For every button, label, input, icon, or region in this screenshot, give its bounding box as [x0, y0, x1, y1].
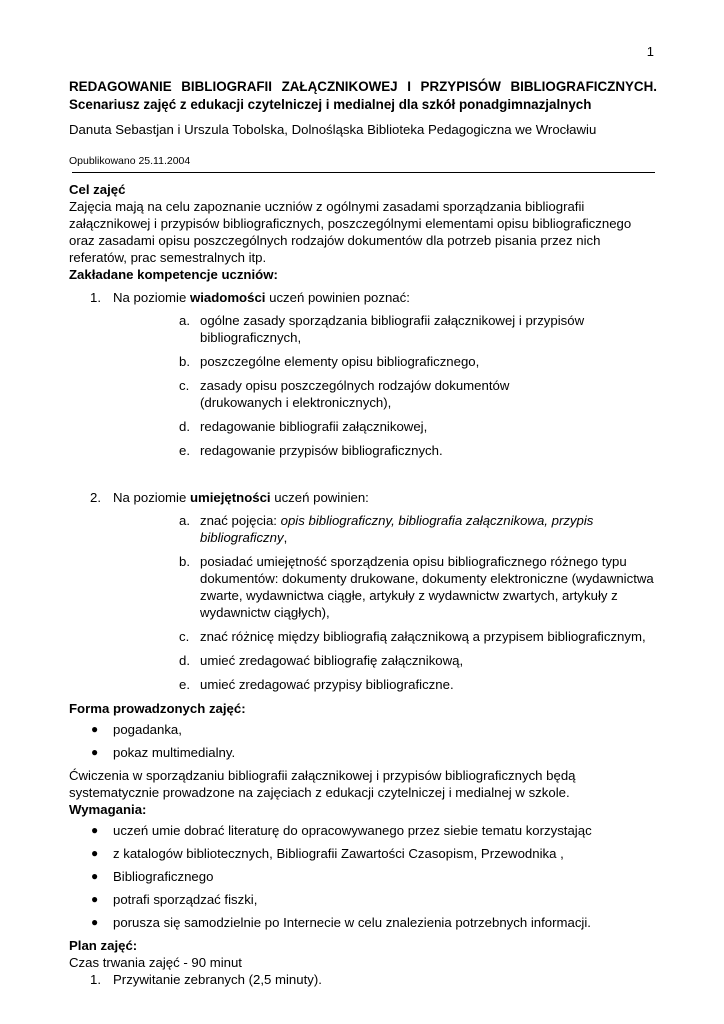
- publication-date: Opublikowano 25.11.2004: [69, 155, 191, 167]
- page-number: 1: [646, 44, 654, 59]
- document-body: [69, 181, 657, 988]
- competence-skills: [69, 489, 657, 693]
- list-letter: d.: [179, 653, 190, 668]
- list-item: [113, 377, 657, 411]
- form-note: Ćwiczenia w sporządzaniu bibliografii załącznikowej i przypisów bibliograficznych będą systematycznie prowadzone na zajęciach z edukacji czytelniczej i medialnej w szkole.: [69, 768, 576, 800]
- list-item: [69, 721, 657, 738]
- list-item: [69, 971, 657, 988]
- goal-text: Zajęcia mają na celu zapoznanie uczniów z ogólnymi zasadami sporządzania bibliografii załącznikowej i przypisów bibliograficznych, poszczególnymi elementami opisu bibliograficznego oraz zasadami opisu poszczególnych rodzajów dokumentów dla potrzeb pisania przez nich referatów, prac semestralnych itp.: [69, 199, 632, 265]
- list-item-text: ,: [283, 530, 288, 545]
- knowledge-bold: wiadomości: [189, 290, 266, 305]
- list-item: [69, 891, 657, 908]
- list-letter: b.: [179, 354, 190, 369]
- list-item: [113, 628, 657, 645]
- list-item-text: poszczególne elementy opisu bibliograficznego,: [200, 354, 480, 369]
- authors: Danuta Sebastjan i Urszula Tobolska, Dolnośląska Biblioteka Pedagogiczna we Wrocławiu: [69, 122, 597, 137]
- list-item: [113, 418, 657, 435]
- list-item: [69, 868, 657, 885]
- skills-prefix: Na poziomie: [113, 490, 190, 505]
- knowledge-suffix: uczeń powinien poznać:: [265, 290, 410, 305]
- competence-knowledge: [69, 289, 657, 459]
- list-item-text: posiadać umiejętność sporządzenia opisu bibliograficznego różnego typu dokumentów: dokumenty drukowane, dokumenty elektroniczne (wydawnictwa zwarte, wydawnictwa ciągłe, artykuły z wydawnictw zwartych, artykuły z wydawnictw ciągłych),: [200, 554, 654, 620]
- bullet-icon: ●: [91, 745, 99, 759]
- list-letter: b.: [179, 554, 190, 569]
- bullet-icon: ●: [91, 823, 99, 837]
- requirements-list: [69, 822, 657, 931]
- form-heading: Forma prowadzonych zajęć:: [69, 701, 246, 716]
- knowledge-sublist: [113, 312, 657, 459]
- list-item-text: potrafi sporządzać fiszki,: [113, 892, 258, 907]
- knowledge-prefix: Na poziomie: [113, 290, 190, 305]
- bullet-icon: ●: [91, 846, 99, 860]
- list-letter: c.: [179, 378, 190, 393]
- list-item: [69, 744, 657, 761]
- list-item-text: Bibliograficznego: [113, 869, 214, 884]
- plan-heading: Plan zajęć:: [69, 938, 138, 953]
- bullet-icon: ●: [91, 915, 99, 929]
- list-item: [113, 442, 657, 459]
- list-item: [69, 845, 657, 862]
- list-letter: a.: [179, 313, 190, 328]
- form-list: [69, 721, 657, 761]
- list-item: [69, 822, 657, 839]
- list-item: [113, 553, 657, 621]
- skills-sublist: [113, 512, 657, 693]
- list-item: [113, 353, 657, 370]
- goal-heading: Cel zajęć: [69, 182, 126, 197]
- list-item: [113, 312, 657, 346]
- list-item-text: z katalogów bibliotecznych, Bibliografii Zawartości Czasopism, Przewodnika ,: [113, 846, 564, 861]
- list-item-text: uczeń umie dobrać literaturę do opracowywanego przez siebie tematu korzystając: [113, 823, 592, 838]
- document-header: [69, 78, 657, 180]
- skills-bold: umiejętności: [189, 490, 271, 505]
- list-number: 1.: [90, 972, 101, 987]
- list-item-text: zasady opisu poszczególnych rodzajów dokumentów: [200, 378, 510, 393]
- list-letter: c.: [179, 629, 190, 644]
- list-item: [69, 914, 657, 931]
- list-letter: e.: [179, 443, 190, 458]
- list-item-text: pogadanka,: [113, 722, 182, 737]
- list-letter: e.: [179, 677, 190, 692]
- list-item: [113, 676, 657, 693]
- plan-duration: Czas trwania zajęć - 90 minut: [69, 955, 242, 970]
- list-item-text: znać pojęcia:: [200, 513, 281, 528]
- list-item: [113, 512, 657, 546]
- list-item-text: znać różnicę między bibliografią załącznikową a przypisem bibliograficznym,: [200, 629, 646, 644]
- list-item: [113, 652, 657, 669]
- list-letter: d.: [179, 419, 190, 434]
- list-item-text: (drukowanych i elektronicznych),: [200, 395, 392, 410]
- list-item-text: porusza się samodzielnie po Internecie w celu znalezienia potrzebnych informacji.: [113, 915, 591, 930]
- list-number: 1.: [90, 290, 101, 305]
- list-item-text: pokaz multimedialny.: [113, 745, 236, 760]
- header-divider: [72, 172, 655, 173]
- document-title: REDAGOWANIE BIBLIOGRAFII ZAŁĄCZNIKOWEJ I PRZYPISÓW BIBLIOGRAFICZNYCH. Scenariusz zajęć z edukacji czytelniczej i medialnej dla szkół ponadgimnazjalnych: [69, 79, 657, 112]
- list-item-text: ogólne zasady sporządzania bibliografii załącznikowej i przypisów bibliograficznych,: [200, 313, 585, 345]
- plan-list: [69, 971, 657, 988]
- bullet-icon: ●: [91, 892, 99, 906]
- list-item-text: umieć zredagować bibliografię załącznikową,: [200, 653, 464, 668]
- skills-suffix: uczeń powinien:: [270, 490, 369, 505]
- list-item-text: redagowanie bibliografii załącznikowej,: [200, 419, 428, 434]
- list-item-text: umieć zredagować przypisy bibliograficzne.: [200, 677, 454, 692]
- list-letter: a.: [179, 513, 190, 528]
- requirements-heading: Wymagania:: [69, 802, 147, 817]
- bullet-icon: ●: [91, 722, 99, 736]
- bullet-icon: ●: [91, 869, 99, 883]
- list-number: 2.: [90, 490, 101, 505]
- competences-heading: Zakładane kompetencje uczniów:: [69, 267, 278, 282]
- list-item-italic-text: opis bibliograficzny, bibliografia załącznikowa, przypis bibliograficzny: [200, 513, 594, 545]
- list-item-text: redagowanie przypisów bibliograficznych.: [200, 443, 443, 458]
- competences-list: [69, 289, 657, 693]
- list-item-text: Przywitanie zebranych (2,5 minuty).: [113, 972, 322, 987]
